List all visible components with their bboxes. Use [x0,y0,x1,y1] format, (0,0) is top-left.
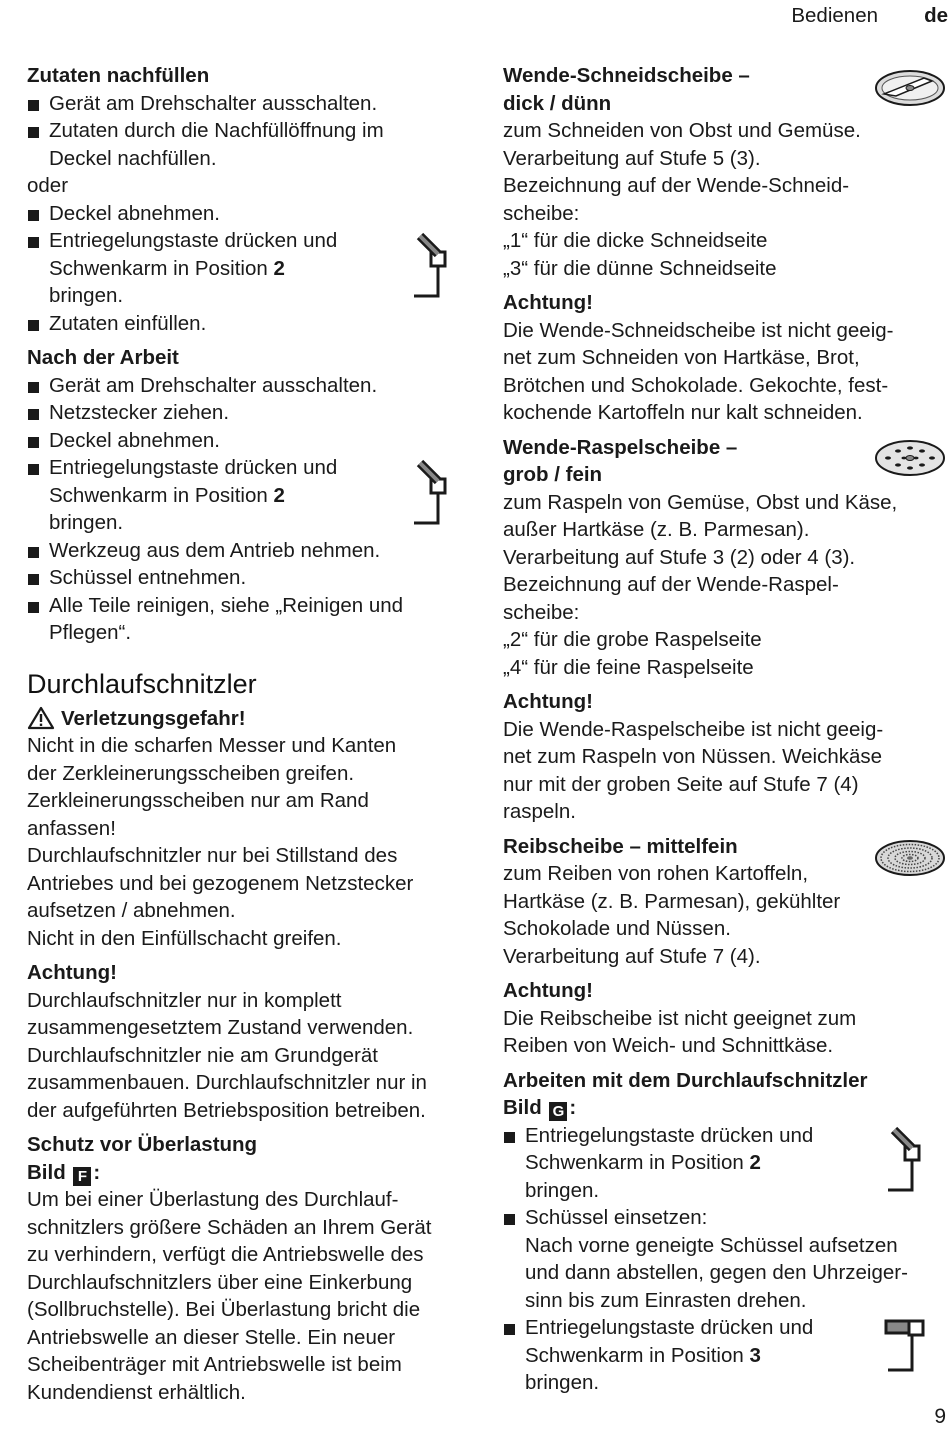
warning-text: Verletzungsgefahr! [61,706,246,730]
list-item: Gerät am Drehschalter ausschalten. [27,90,477,118]
section-title-refill: Zutaten nachfüllen [27,64,210,87]
list-item: Alle Teile reinigen, siehe „Reinigen und Pflegen“. [27,592,477,647]
swivel-arm-position-2-icon [410,232,456,300]
list-item: Entriegelungstaste drücken und Schwenkarm in Position 2 bringen. [27,227,477,310]
shredding-disc-icon [874,438,946,478]
list-item: Deckel abnehmen. [27,427,477,455]
list-item: Entriegelungstaste drücken und Schwenkarm in Position 2 bringen. [27,454,477,537]
slicing-text: zum Schneiden von Obst und Gemüse. Verarbeitung auf Stufe 5 (3). Bezeichnung auf der Wende-Schneid- scheibe: „1“ für die dicke Schneidseite „3“ für die dünne Schneidseite [503,119,861,280]
right-column [503,62,945,1397]
attention-text: Die Wende-Schneidscheibe ist nicht geeig- net zum Schneiden von Hartkäse, Brot, Brötchen und Schokolade. Gekochte, fest- kochende Kartoffeln nur kalt schneiden. [503,318,894,424]
attention-text: Die Reibscheibe ist nicht geeignet zum Reiben von Weich- und Schnittkäse. [503,1006,857,1057]
attention-heading: Achtung! [27,961,117,984]
disc-title-shredding: Wende-Raspelscheibe – grob / fein [503,435,738,486]
list-item: Entriegelungstaste drücken und Schwenkarm in Position 2 bringen. [503,1122,945,1205]
list-item: Schüssel entnehmen. [27,564,477,592]
figure-reference: Bild F : [27,1160,101,1185]
figure-letter-badge: G [549,1102,567,1121]
disc-title-grating: Reibscheibe – mittelfein [503,834,738,858]
overload-text: Um bei einer Überlastung des Durchlauf- schnitzlers größere Schäden an Ihrem Gerät zu verhindern, verfügt die Antriebswelle des Durchlaufschnitzlers über eine Einkerbung (Sollbruchstelle). Bei Überlastung bricht die Antriebswelle an dieser Stelle. Ein neuer Scheibenträger mit Antriebswelle ist beim Kundendienst erhältlich. [27,1188,432,1404]
warning-triangle-icon [27,706,55,730]
section-title-after-work: Nach der Arbeit [27,346,179,369]
swivel-arm-position-3-icon [884,1318,930,1374]
disc-title-slicing: Wende-Schneidscheibe – dick / dünn [503,64,750,115]
list-item: Zutaten einfüllen. [27,310,477,338]
slicing-disc-icon [874,68,946,108]
refill-steps [27,90,477,173]
list-item: Netzstecker ziehen. [27,399,477,427]
section-title-working: Arbeiten mit dem Durchlaufschnitzler [503,1068,868,1092]
heading-durchlaufschnitzler: Durchlaufschnitzler [27,668,257,699]
attention-heading: Achtung! [503,690,593,713]
list-item: Deckel abnehmen. [27,200,477,228]
shredding-text: zum Raspeln von Gemüse, Obst und Käse, außer Hartkäse (z. B. Parmesan). Verarbeitung auf Stufe 3 (2) oder 4 (3). Bezeichnung auf der Wende-Raspel- scheibe: „2“ für die grobe Raspelseite „4“ für die feine Raspelseite [503,490,898,679]
safety-text: Nicht in die scharfen Messer und Kanten der Zerkleinerungsscheiben greifen. Zerkleinerungsscheiben nur am Rand anfassen! Durchlaufschnitzler nur bei Stillstand des Antriebes und bei gezogenem Netzstecker aufsetzen / abnehmen. Nicht in den Einfüllschacht greifen. [27,734,414,950]
attention-heading: Achtung! [503,291,593,314]
or-text: oder [27,174,69,197]
header-language: de [924,4,948,27]
grating-text: zum Reiben von rohen Kartoffeln, Hartkäse (z. B. Parmesan), gekühlter Schokolade und Nüssen. Verarbeitung auf Stufe 7 (4). [503,862,841,968]
attention-heading: Achtung! [503,979,593,1002]
list-item: Entriegelungstaste drücken und Schwenkarm in Position 3 bringen. [503,1314,945,1397]
warning-line [27,705,477,733]
header-section: Bedienen [791,4,878,27]
figure-letter-badge: F [73,1167,91,1186]
attention-text: Die Wende-Raspelscheibe ist nicht geeig- net zum Raspeln von Nüssen. Weichkäse nur mit der groben Seite auf Stufe 7 (4) raspeln. [503,717,884,823]
page-header [0,2,950,30]
working-steps [503,1122,945,1397]
swivel-arm-position-2-icon [410,459,456,527]
list-item: Schüssel einsetzen: Nach vorne geneigte Schüssel aufsetzen und dann abstellen, gegen den Uhrzeiger- sinn bis zum Einrasten drehen. [503,1204,945,1314]
list-item: Werkzeug aus dem Antrieb nehmen. [27,537,477,565]
figure-reference: Bild G : [503,1096,577,1120]
swivel-arm-position-2-icon [884,1126,930,1194]
attention-text: Durchlaufschnitzler nur in komplett zusammengesetztem Zustand verwenden. Durchlaufschnitzler nie am Grundgerät zusammenbauen. Durchlaufschnitzler nur in der aufgeführten Betriebsposition betreiben. [27,988,427,1122]
list-item: Zutaten durch die Nachfüllöffnung im Deckel nachfüllen. [27,117,477,172]
page-number: 9 [934,1404,946,1428]
section-title-overload: Schutz vor Überlastung [27,1133,258,1156]
list-item: Gerät am Drehschalter ausschalten. [27,372,477,400]
grating-disc-icon [874,838,946,878]
